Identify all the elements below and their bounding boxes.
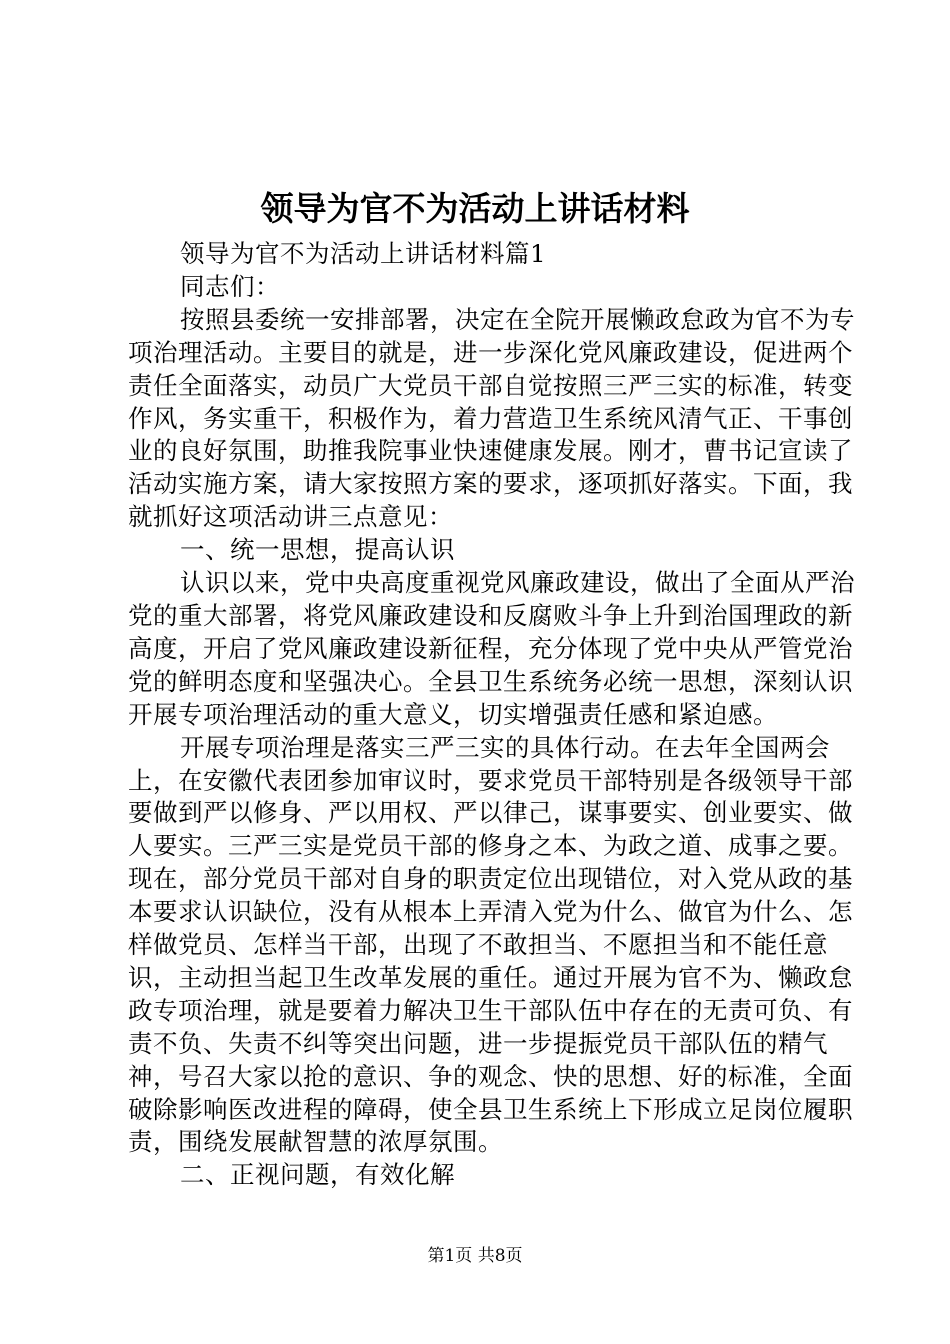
paragraph: 认识以来，党中央高度重视党风廉政建设，做出了全面从严治党的重大部署，将党风廉政建设和反腐败斗争上升到治国理政的新高度，开启了党风廉政建设新征程，充分体现了党中央从严管党治党的鲜明态度和坚强决心。全县卫生系统务必统一思想，深刻认识开展专项治理活动的重大意义，切实增强责任感和紧迫感。 — [128, 568, 855, 729]
paragraph: 开展专项治理是落实三严三实的具体行动。在去年全国两会上，在安徽代表团参加审议时，要求党员干部特别是各级领导干部要做到严以修身、严以用权、严以律己，谋事要实、创业要实、做人要实。三严三实是党员干部的修身之本、为政之道、成事之要。现在，部分党员干部对自身的职责定位出现错位，对入党从政的基本要求认识缺位，没有从根本上弄清入党为什么、做官为什么、怎样做党员、怎样当干部，出现了不敢担当、不愿担当和不能任意识，主动担当起卫生改革发展的重任。通过开展为官不为、懒政怠政专项治理，就是要着力解决卫生干部队伍中存在的无责可负、有责不负、失责不纠等突出问题，进一步提振党员干部队伍的精气神，号召大家以抢的意识、争的观念、快的思想、好的标准，全面破除影响医改进程的障碍，使全县卫生系统上下形成立足岗位履职责，围绕发展献智慧的浓厚氛围。 — [128, 732, 853, 1157]
section-heading: 二、正视问题，有效化解 — [180, 1160, 455, 1190]
section-heading: 领导为官不为活动上讲话材料篇1 — [180, 239, 547, 268]
paragraph: 按照县委统一安排部署，决定在全院开展懒政怠政为官不为专项治理活动。主要目的就是，进一步深化党风廉政建设，促进两个责任全面落实，动员广大党员干部自觉按照三严三实的标准，转变作风，务实重干，积极作为，着力营造卫生系统风清气正、干事创业的良好氛围，助推我院事业快速健康发展。刚才，曹书记宣读了活动实施方案，请大家按照方案的要求，逐项抓好落实。下面，我就抓好这项活动讲三点意见： — [128, 304, 855, 532]
section-heading: 一、统一思想，提高认识 — [180, 535, 455, 565]
page-number-footer: 第1页 共8页 — [427, 1246, 523, 1266]
salutation: 同志们： — [180, 271, 280, 301]
document-title: 领导为官不为活动上讲话材料 — [260, 189, 690, 228]
document-body — [128, 238, 858, 1192]
